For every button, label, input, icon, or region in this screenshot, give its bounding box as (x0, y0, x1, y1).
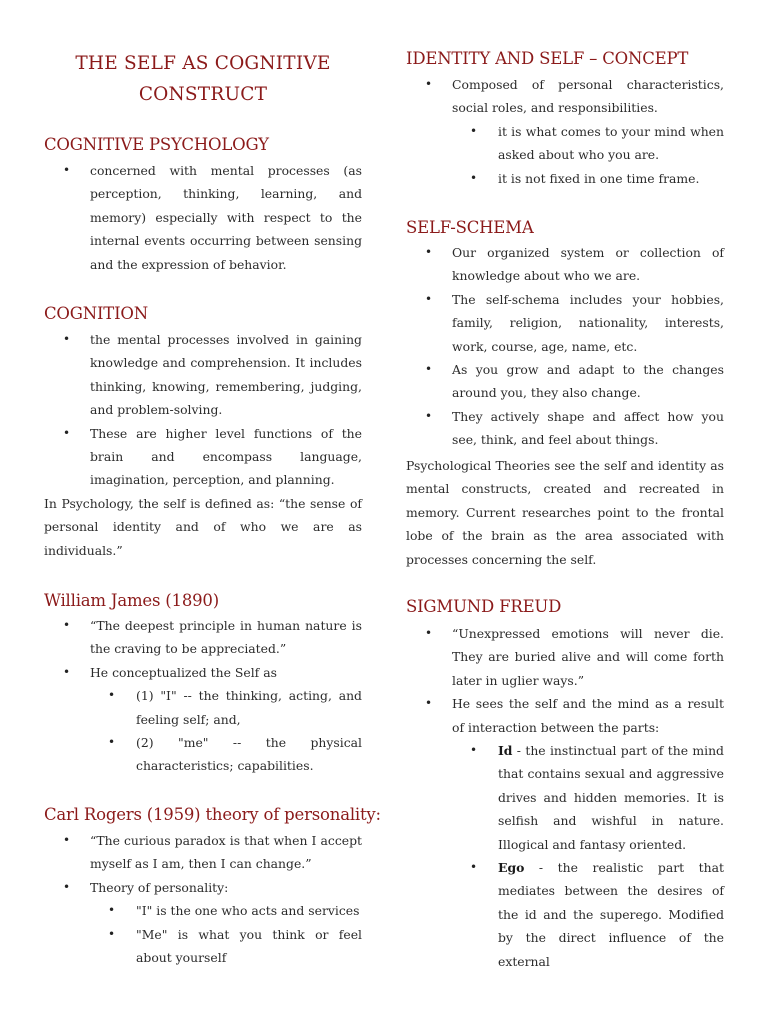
list-item: • concerned with mental processes (as perception, thinking, learning, and memory) especially with respect to the internal events occurring between sensing and the expression of behavior. (44, 159, 362, 276)
sublist-item: • (2) "me" -- the physical characteristics; capabilities. (90, 731, 362, 778)
sublist-item: • it is what comes to your mind when asked about who you are. (452, 120, 724, 167)
list-item: • “Unexpressed emotions will never die. They are buried alive and will come forth later in uglier ways.” (406, 622, 724, 692)
list-item: • “The curious paradox is that when I accept myself as I am, then I can change.” (44, 829, 362, 876)
list-item: • “The deepest principle in human nature is the craving to be appreciated.” (44, 614, 362, 661)
sublist-item: • "I" is the one who acts and services (90, 899, 362, 922)
list-item-text: He sees the self and the mind as a result of interaction between the parts: (452, 696, 724, 735)
list-freud (406, 622, 724, 973)
list-cognition (44, 328, 362, 492)
list-self-schema (406, 241, 724, 452)
heading-william-james: William James (1890) (44, 591, 219, 610)
heading-cognition: COGNITION (44, 304, 148, 323)
heading-cognitive-psychology: COGNITIVE PSYCHOLOGY (44, 135, 269, 154)
heading-identity-self-concept: IDENTITY AND SELF – CONCEPT (406, 49, 689, 68)
list-cognitive-psychology (44, 159, 362, 276)
list-item: • the mental processes involved in gaining knowledge and comprehension. It includes thinking, knowing, remembering, judging, and problem-solving. (44, 328, 362, 422)
term-ego: Ego (498, 860, 525, 876)
list-item-text: He conceptualized the Self as (90, 664, 277, 680)
list-item-text: Theory of personality: (90, 879, 229, 895)
heading-carl-rogers: Carl Rogers (1959) theory of personality: (44, 805, 381, 824)
list-item (406, 692, 724, 973)
paragraph-psychological-theories: Psychological Theories see the self and identity as mental constructs, created and recreated in memory. Current researches point to the frontal lobe of the brain as the area associated with processes concerning the self. (406, 458, 724, 567)
term-id: Id (498, 743, 513, 759)
list-item (44, 661, 362, 778)
list-item: • They actively shape and affect how you see, think, and feel about things. (406, 405, 724, 452)
term-ego-text: - the realistic part that mediates between the desires of the id and the superego. Modified by the direct influence of the external (498, 860, 724, 969)
list-item (406, 73, 724, 190)
sublist-item: • it is not fixed in one time frame. (452, 167, 724, 190)
list-item-text: Composed of personal characteristics, social roles, and responsibilities. (452, 77, 724, 116)
list-item: • These are higher level functions of the brain and encompass language, imagination, perception, and planning. (44, 422, 362, 492)
page-title: THE SELF AS COGNITIVE CONSTRUCT (75, 53, 331, 105)
sublist-item-id (452, 739, 724, 856)
sublist-freud (452, 739, 724, 973)
term-id-text: - the instinctual part of the mind that contains sexual and aggressive drives and hidden memories. It is selfish and wishful in nature. Illogical and fantasy oriented. (498, 743, 724, 852)
sublist-william-james (90, 684, 362, 778)
list-identity (406, 73, 724, 190)
sublist-item: • "Me" is what you think or feel about yourself (90, 923, 362, 970)
sublist-item-ego (452, 856, 724, 973)
list-william-james (44, 614, 362, 778)
sublist-carl-rogers (90, 899, 362, 969)
sublist-item: • (1) "I" -- the thinking, acting, and feeling self; and, (90, 684, 362, 731)
list-item: • Our organized system or collection of knowledge about who we are. (406, 241, 724, 288)
list-item (44, 876, 362, 970)
list-item: • The self-schema includes your hobbies, family, religion, nationality, interests, work, course, age, name, etc. (406, 288, 724, 358)
sublist-identity (452, 120, 724, 190)
heading-self-schema: SELF-SCHEMA (406, 218, 534, 237)
list-item: • As you grow and adapt to the changes around you, they also change. (406, 358, 724, 405)
heading-sigmund-freud: SIGMUND FREUD (406, 597, 562, 616)
list-carl-rogers (44, 829, 362, 969)
paragraph-self-definition: In Psychology, the self is defined as: “the sense of personal identity and of who we are as individuals.” (44, 496, 362, 558)
